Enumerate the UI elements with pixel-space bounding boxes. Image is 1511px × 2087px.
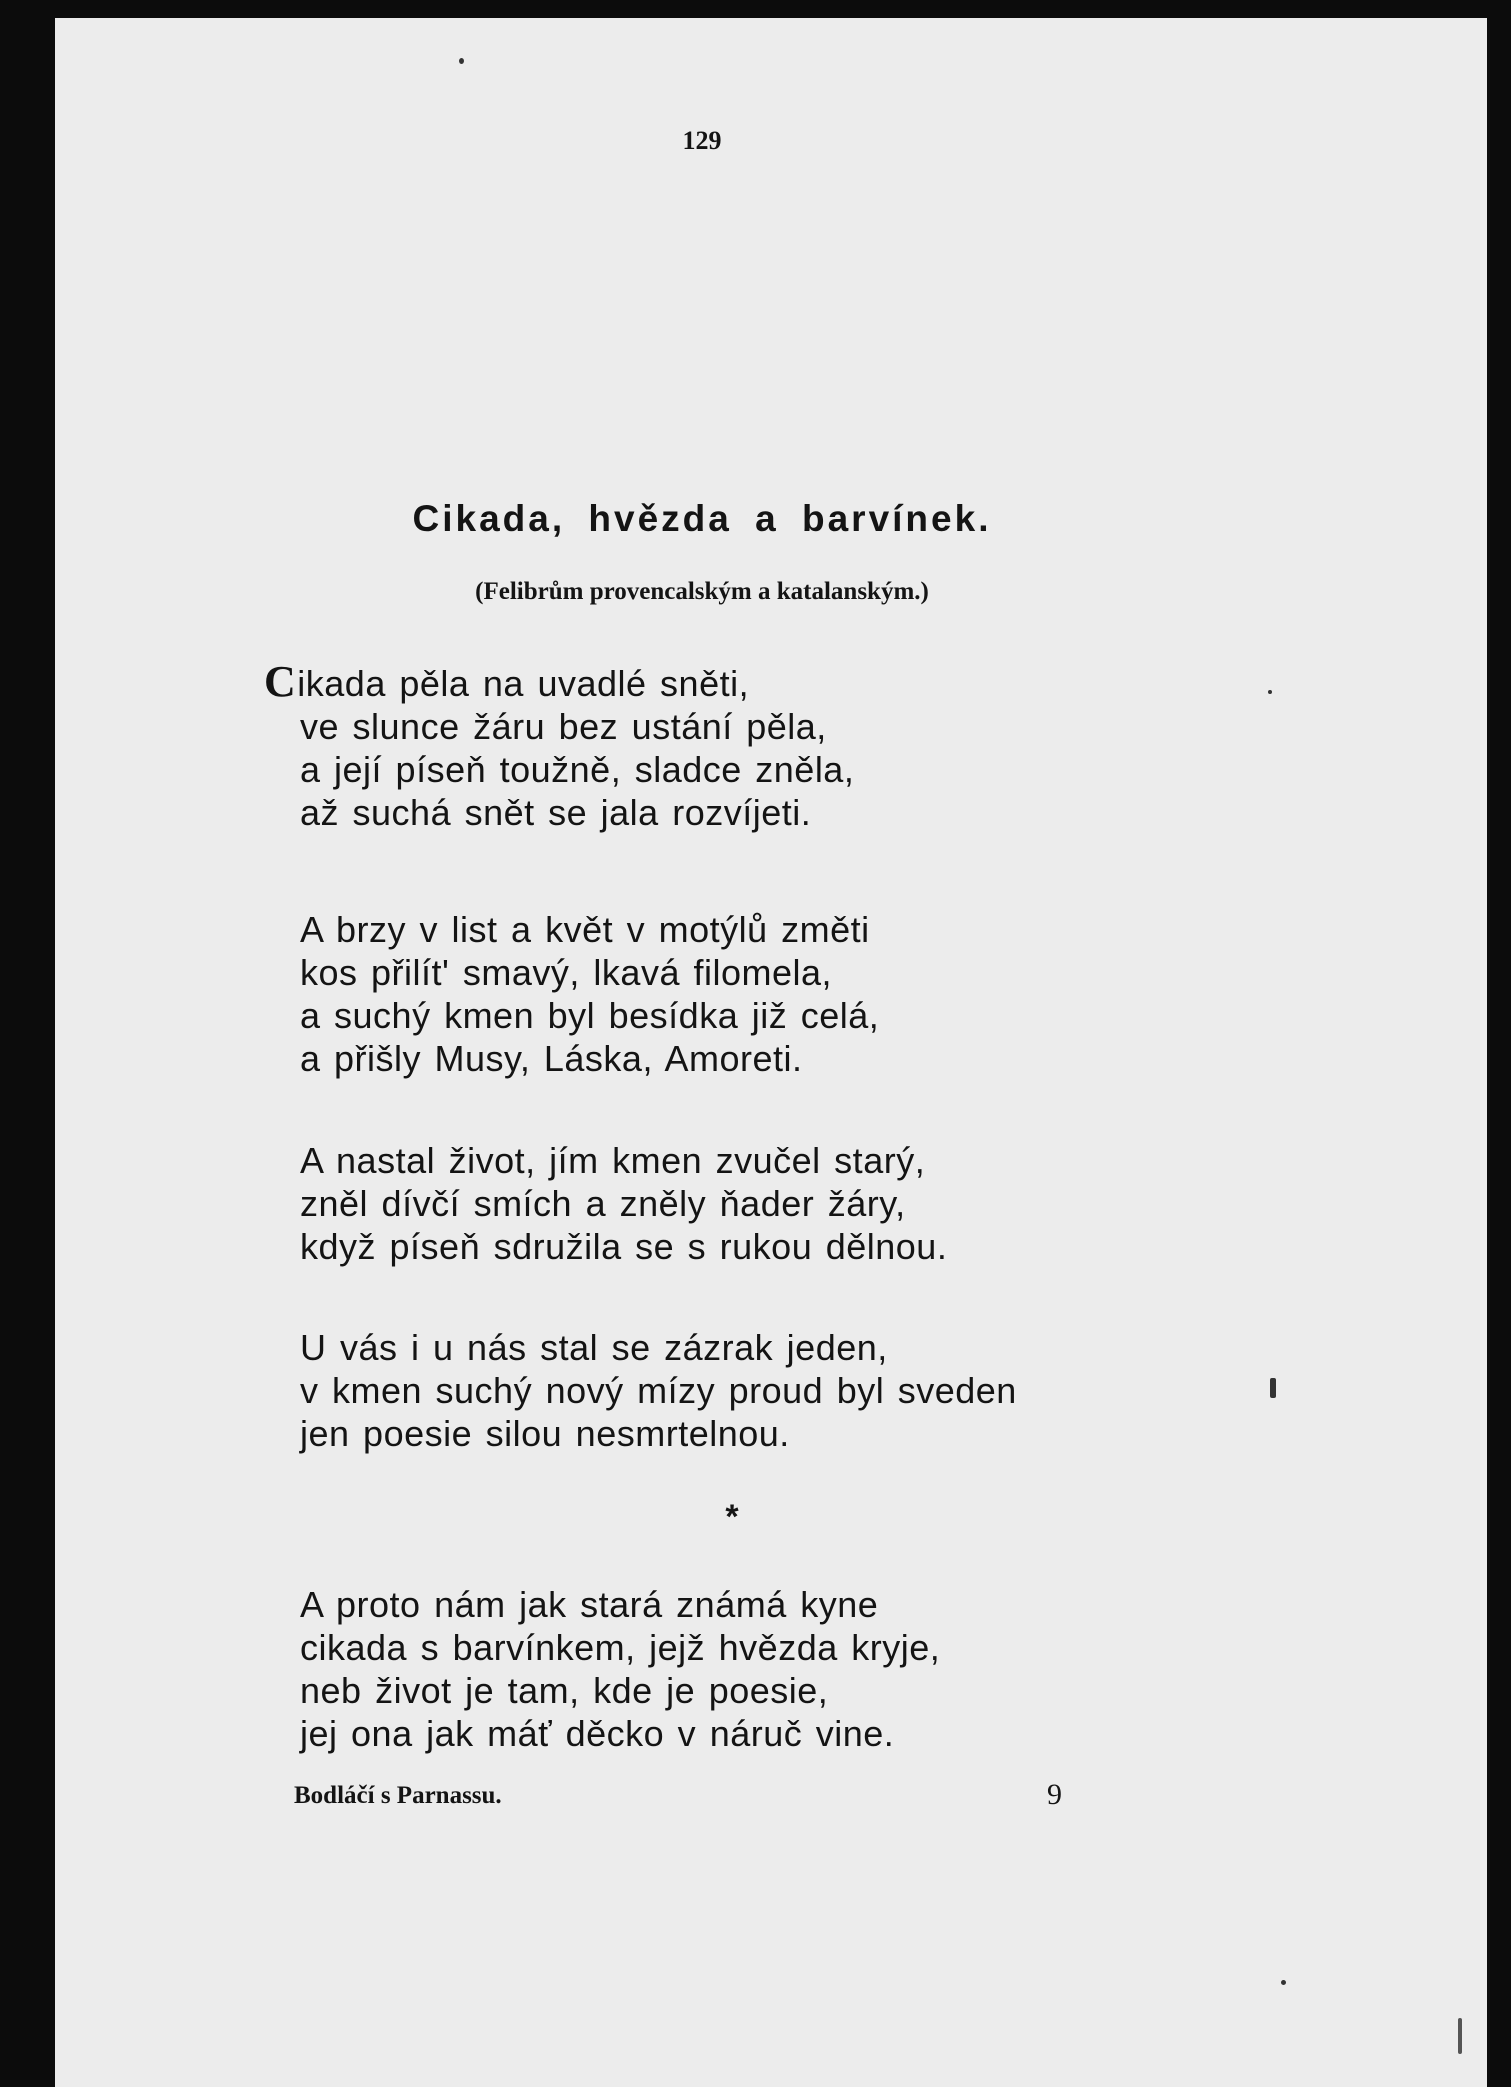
stanza-3 (290, 1139, 947, 1268)
section-separator: * (725, 1498, 739, 1536)
stanza-2 (290, 908, 879, 1080)
poem-line: neb život je tam, kde je poesie, (300, 1670, 829, 1711)
poem-line: a přišly Musy, Láska, Amoreti. (300, 1038, 803, 1079)
poem-line (264, 657, 854, 706)
poem-line: až suchá snět se jala rozvíjeti. (300, 792, 812, 833)
stanza-5 (290, 1583, 940, 1755)
poem-line: a suchý kmen byl besídka již celá, (300, 995, 880, 1036)
scan-border-top (0, 0, 1511, 18)
poem-subtitle: (Felibrům provencalským a katalanským.) (475, 578, 929, 605)
poem-line: A brzy v list a květ v motýlů změti (300, 909, 870, 950)
poem-line: jej ona jak máť děcko v náruč vine. (300, 1713, 895, 1754)
poem-line: zněl dívčí smích a zněly ňader žáry, (300, 1183, 906, 1224)
stanza-1 (264, 657, 855, 834)
footer-signature: Bodláčí s Parnassu. (294, 1782, 502, 1809)
scan-speck (1281, 1980, 1286, 1985)
scan-speck (1458, 2018, 1462, 2054)
scan-speck (1270, 1378, 1276, 1398)
scan-speck (1268, 690, 1272, 694)
poem-line-text: ikada pěla na uvadlé sněti, (297, 663, 750, 704)
footer-signature-number: 9 (1047, 1778, 1062, 1811)
poem-line: když píseň sdružila se s rukou dělnou. (300, 1226, 948, 1267)
poem-line: jen poesie silou nesmrtelnou. (300, 1413, 790, 1454)
poem-line: A proto nám jak stará známá kyne (300, 1584, 879, 1625)
poem-line: A nastal život, jím kmen zvučel starý, (300, 1140, 926, 1181)
poem-line: kos přilít' smavý, lkavá filomela, (300, 952, 833, 993)
poem-title: Cikada, hvězda a barvínek. (412, 498, 992, 539)
stanza-4 (290, 1326, 1017, 1455)
page-number: 129 (682, 126, 722, 155)
scan-border-left (0, 0, 55, 2087)
poem-line: U vás i u nás stal se zázrak jeden, (300, 1327, 888, 1368)
poem-line: a její píseň toužně, sladce zněla, (300, 749, 855, 790)
scan-speck (459, 58, 464, 64)
book-page (62, 18, 1487, 2087)
poem-line: cikada s barvínkem, jejž hvězda kryje, (300, 1627, 941, 1668)
drop-cap: C (264, 657, 297, 706)
poem-line: v kmen suchý nový mízy proud byl sveden (300, 1370, 1017, 1411)
scan-border-right (1487, 0, 1511, 2087)
poem-line: ve slunce žáru bez ustání pěla, (300, 706, 827, 747)
